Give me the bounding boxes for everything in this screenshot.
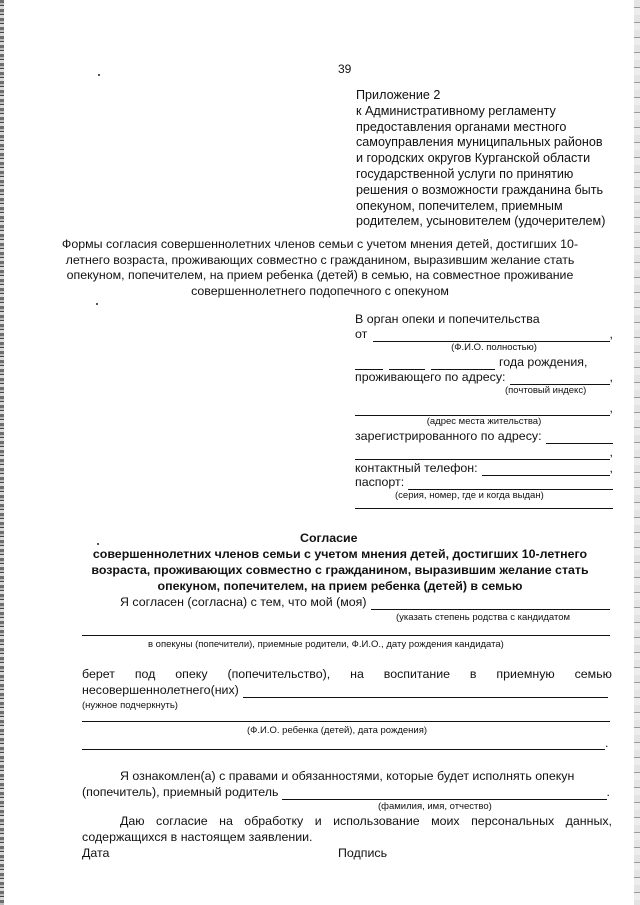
personal-data-line-2: содержащихся в настоящем заявлении. [82, 830, 313, 844]
appendix-line: к Административному регламенту [356, 103, 556, 118]
page-number: 39 [338, 62, 352, 76]
appendix-line: государственной услуги по принятию [356, 166, 574, 181]
name-hint: (фамилия, имя, отчество) [378, 801, 492, 812]
agree-text: Я согласен (согласна) с тем, что мой (моя) [120, 595, 367, 609]
take-row [82, 667, 612, 682]
scan-left-edge [0, 0, 4, 905]
scan-right-edge [634, 0, 640, 905]
take-word: в [469, 667, 477, 681]
acquainted-row: (попечитель), приемный родитель . [82, 785, 610, 799]
birth-field-3[interactable] [431, 358, 495, 370]
take-word: опеку [175, 667, 208, 681]
residence-field[interactable] [355, 405, 610, 416]
postal-hint: (почтовый индекс) [505, 385, 587, 396]
birth-field-2[interactable] [389, 358, 425, 370]
birth-field-1[interactable] [355, 358, 383, 370]
residing-row: проживающего по адресу: , [355, 369, 613, 384]
acquainted-line-2: (попечитель), приемный родитель [82, 785, 279, 799]
appendix-line: и городских округов Курганской области [356, 151, 591, 166]
from-label: от [355, 326, 368, 341]
scan-speck [98, 74, 100, 76]
registered-field-2[interactable] [355, 447, 610, 460]
fio-hint: (Ф.И.О. полностью) [451, 342, 537, 353]
from-field[interactable] [373, 330, 609, 342]
take-word: на [350, 667, 364, 681]
agree-row [120, 595, 610, 610]
underline-hint: (нужное подчеркнуть) [82, 700, 178, 711]
registered-row [355, 428, 613, 444]
registered-label: зарегистрированного по адресу: [355, 428, 542, 443]
relation-hint: (указать степень родства с кандидатом [396, 612, 571, 623]
birth-year-label: года рождения, [499, 354, 588, 369]
acquainted-line-1: Я ознакомлен(а) с правами и обязанностями, которые будет исполнять опекун [120, 769, 575, 783]
consent-heading: Согласие [300, 531, 358, 545]
passport-field[interactable] [408, 478, 613, 490]
appendix-line: предоставления органами местного [356, 119, 567, 134]
appendix-block [356, 88, 605, 230]
child-hint: (Ф.И.О. ребенка (детей), дата рождения) [247, 725, 428, 736]
passport-field-2[interactable] [355, 504, 613, 509]
passport-hint: (серия, номер, где и когда выдан) [395, 490, 544, 501]
from-row: от , [355, 326, 613, 341]
appendix-line: Приложение 2 [356, 88, 441, 102]
personal-data-line-1: Даю согласие на обработку и использование моих персональных данных, [120, 814, 612, 828]
phone-field[interactable] [482, 464, 610, 476]
document-page: 39 Приложение 2 к Административному регламенту предоставления органами местного самоуправления муниципальных районов и городских округов Курганской области государственной услуги по принятию решения о возможности гражданина быть опекуном, попечителем, приемным родителем, усыновителем (удочерителем) Формы согласия совершеннолетних членов семьи с учетом мнения детей, достигших 10-летнего возраста, проживающих совместно с гражданином, выразившим желание стать опекуном, попечителем, на прием ребенка (детей) в семью, на совместное проживание совершеннолетнего подопечного с опекуном В орган опеки и попечительства от , (Ф.И.О. полностью) года рождения, проживающего по адресу: , (почтовый индекс) , (адрес места жительства) зарегистрированного по адресу: , контактный телефон: , паспорт: (серия, номер, где и когда выдан) Согласие совершеннолетних членов семьи с учетом мнения детей, достигших 10-летнего возраста, проживающих совместно с гражданином, выразившим желание стать опекуном, попечителем, на прием ребенка (детей) в семью Я согласен (согласна) с тем, что мой (моя) (указать степень родства с кандидатом в опекуны (попечители), приемные родители, Ф.И.О., дату рождения кандидата) берет под опеку (попечительство), на воспитание в приемную семью несовершеннолетнего(них) (нужное подчеркнуть) (Ф.И.О. ребенка (детей), дата рождения) . Я ознакомлен(а) с правами и обязанностями, которые будет исполнять опекун (попечитель), приемный родитель . (фамилия, имя, отчество) Даю согласие на обработку и использование моих персональных данных, содержащихся в настоящем заявлении. Дата Подпись [0, 0, 640, 905]
candidate-hint: в опекуны (попечители), приемные родители, Ф.И.О., дату рождения кандидата) [148, 639, 504, 650]
take-word: приемную [496, 667, 555, 681]
postal-field[interactable] [510, 373, 610, 385]
minor-row [82, 683, 608, 698]
addressee: В орган опеки и попечительства [355, 312, 540, 326]
birth-row [355, 355, 613, 370]
date-label: Дата [82, 846, 110, 860]
passport-row [355, 476, 613, 490]
take-word: семью [574, 667, 612, 681]
appendix-line: родителем, усыновителем (удочерителем) [356, 214, 606, 229]
relation-field[interactable] [371, 598, 610, 610]
phone-label: контактный телефон: [355, 460, 478, 475]
appendix-line: решения о возможности гражданина быть [356, 182, 604, 197]
residence-row: , [355, 405, 613, 416]
phone-row: контактный телефон: , [355, 460, 613, 475]
take-word: (попечительство), [227, 667, 331, 681]
scan-speck [96, 303, 98, 305]
residence-hint: (адрес места жительства) [426, 416, 542, 427]
scan-speck [97, 543, 99, 545]
passport-label: паспорт: [355, 474, 405, 489]
appendix-line: опекуном, попечителем, приемным [356, 198, 563, 213]
consent-subheading: совершеннолетних членов семьи с учетом мнения детей, достигших 10-летнего возраста, проживающих совместно с гражданином, выразившим желание стать опекуном, попечителем, на прием ребенка (детей) в семью [91, 547, 589, 593]
registered-row-2: , [355, 444, 613, 460]
minor-field[interactable] [243, 686, 608, 698]
minor-label: несовершеннолетнего(них) [82, 683, 239, 697]
appendix-line: самоуправления муниципальных районов [356, 135, 603, 150]
registered-field[interactable] [546, 432, 613, 444]
child-field[interactable] [82, 721, 610, 722]
take-word: под [134, 667, 156, 681]
address-block [355, 312, 613, 509]
take-word: берет [82, 667, 115, 681]
child-field-2[interactable] [82, 749, 605, 750]
parent-name-field[interactable] [282, 788, 606, 800]
residing-label: проживающего по адресу: [355, 369, 506, 384]
take-word: воспитание [383, 667, 451, 681]
forms-title: Формы согласия совершеннолетних членов семьи с учетом мнения детей, достигших 10-летнего возраста, проживающих совместно с гражданином, выразившим желание стать опекуном, попечителем, на прием ребенка (детей) в семью, на совместное проживание совершеннолетнего подопечного с опекуном [61, 237, 579, 298]
candidate-field[interactable] [82, 635, 610, 636]
signature-label: Подпись [338, 846, 388, 860]
